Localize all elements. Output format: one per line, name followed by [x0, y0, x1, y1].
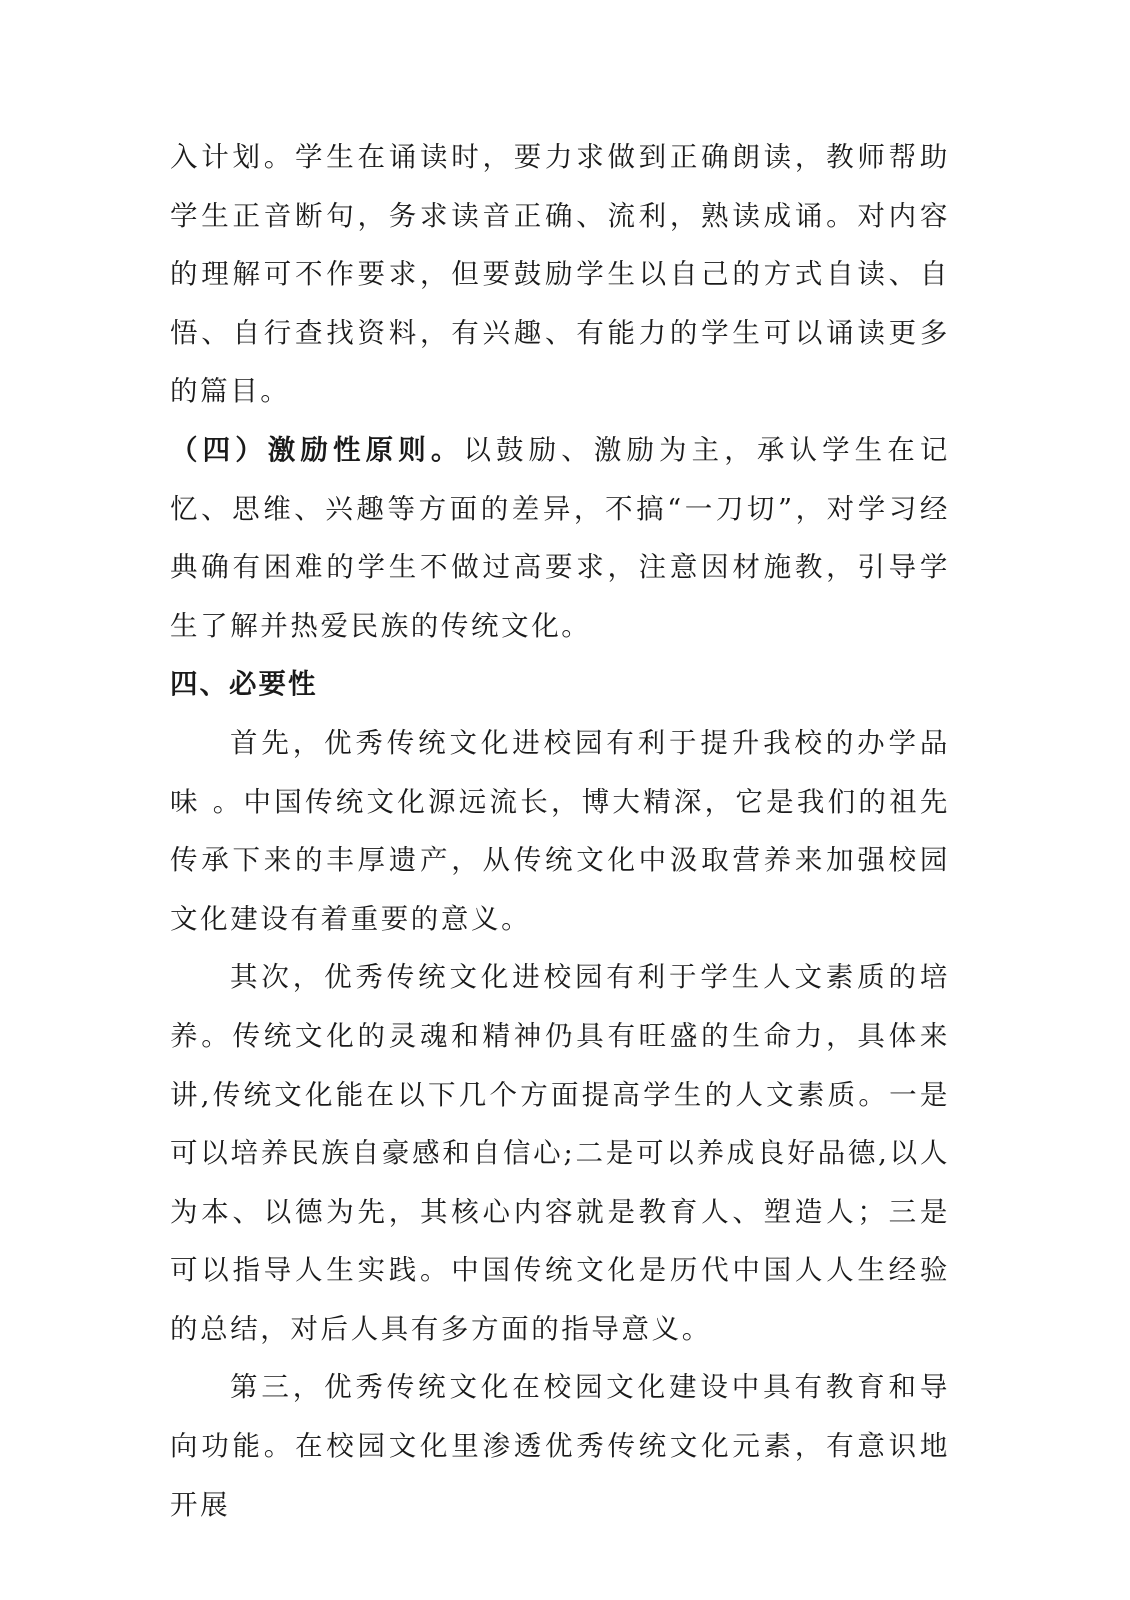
document-page: [170, 128, 950, 1534]
section-4-heading: 四、必要性: [170, 668, 318, 701]
paragraph-second: 其次，优秀传统文化进校园有利于学生人文素质的培养。传统文化的灵魂和精神仍具有旺盛的生命力，具体来讲,传统文化能在以下几个方面提高学生的人文素质。一是可以培养民族自豪感和自信心;二是可以养成良好品德,以人为本、以德为先，其核心内容就是教育人、塑造人；三是可以指导人生实践。中国传统文化是历代中国人人生经验的总结，对后人具有多方面的指导意义。: [170, 961, 950, 1345]
paragraph-continued: 入计划。学生在诵读时，要力求做到正确朗读，教师帮助学生正音断句，务求读音正确、流利，熟读成诵。对内容的理解可不作要求，但要鼓励学生以自己的方式自读、自悟、自行查找资料，有兴趣、有能力的学生可以诵读更多的篇目。: [170, 141, 950, 408]
principle-4-label: （四）激励性原则。: [170, 433, 464, 466]
paragraph-first: 首先，优秀传统文化进校园有利于提升我校的办学品味 。中国传统文化源远流长，博大精深，它是我们的祖先传承下来的丰厚遗产，从传统文化中汲取营养来加强校园文化建设有着重要的意义。: [170, 726, 950, 935]
principle-4-text: 以鼓励、激励为主，承认学生在记忆、思维、兴趣等方面的差异，不搞“一刀切”，对学习经典确有困难的学生不做过高要求，注意因材施教，引导学生了解并热爱民族的传统文化。: [170, 433, 950, 642]
paragraph-principle-4: [170, 421, 950, 655]
paragraph-third: 第三，优秀传统文化在校园文化建设中具有教育和导向功能。在校园文化里渗透优秀传统文化元素，有意识地开展: [170, 1371, 950, 1521]
